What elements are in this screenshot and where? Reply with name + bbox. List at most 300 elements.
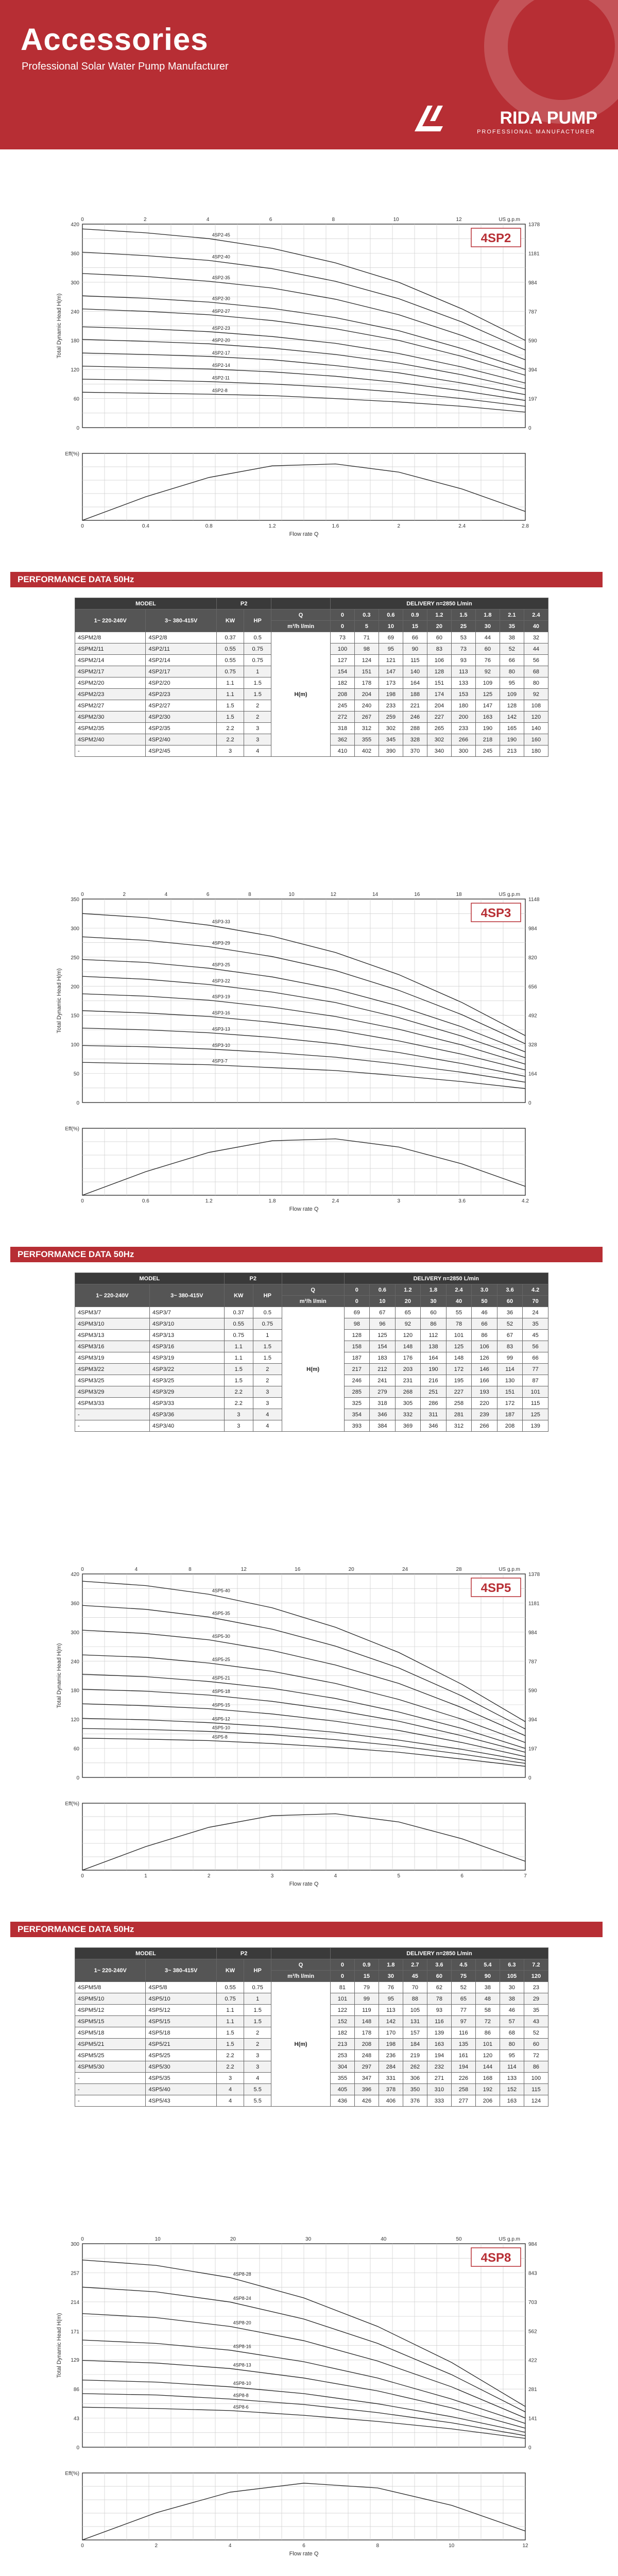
y-tick-label: 257	[71, 2270, 79, 2277]
head-value: 297	[354, 2061, 379, 2073]
top-axis-unit: US g.p.m	[499, 892, 520, 897]
head-value: 384	[370, 1420, 396, 1432]
head-value: 38	[475, 1982, 500, 1993]
head-value: 332	[395, 1409, 421, 1420]
series-label: 4SP5-18	[212, 1689, 230, 1694]
model-header: MODEL	[75, 1948, 217, 1959]
power-hp: 1.5	[244, 689, 271, 700]
series-label: 4SP8-10	[233, 2380, 251, 2386]
head-value: 300	[451, 745, 475, 757]
head-value: 128	[500, 700, 524, 711]
head-value: 62	[427, 1982, 451, 1993]
y2-tick-label: 394	[528, 367, 537, 374]
flow-m3h: 4.5	[451, 1959, 475, 1971]
performance-data-heading: PERFORMANCE DATA 50Hz	[10, 572, 603, 587]
flow-m3h: 2.4	[524, 609, 548, 621]
head-value: 52	[500, 643, 524, 655]
top-tick-label: 12	[330, 892, 336, 897]
head-value: 182	[330, 2027, 354, 2039]
power-kw: 2.2	[216, 723, 244, 734]
head-value: 410	[330, 745, 354, 757]
model-three-phase: 4SP5/18	[146, 2027, 216, 2039]
head-value: 306	[403, 2073, 427, 2084]
power-kw: 0.75	[216, 1993, 244, 2005]
top-tick-label: 12	[456, 217, 462, 223]
y-tick-label: 350	[71, 897, 79, 903]
head-value: 38	[500, 632, 524, 643]
y-tick-label: 0	[76, 1100, 79, 1106]
head-value: 245	[330, 700, 354, 711]
efficiency-label: Eff(%)	[65, 2471, 79, 2477]
head-value: 109	[475, 677, 500, 689]
table-row	[75, 1982, 548, 1993]
top-tick-label: 4	[206, 217, 210, 223]
x-axis-label: Flow rate Q	[289, 1206, 319, 1212]
y-tick-label: 0	[76, 2445, 79, 2451]
x-tick-label: 2.4	[458, 523, 466, 529]
model-single-phase: 4SPM2/35	[75, 723, 146, 734]
head-value: 99	[354, 1993, 379, 2005]
model-tag: 4SP5	[480, 1581, 511, 1595]
head-value: 284	[379, 2061, 403, 2073]
power-kw: 2.2	[216, 2061, 244, 2073]
flow-m3h: 1.5	[451, 609, 475, 621]
head-value: 302	[379, 723, 403, 734]
power-kw: 1.5	[224, 1364, 253, 1375]
flow-m3h: 1.8	[475, 609, 500, 621]
head-value: 76	[475, 655, 500, 666]
head-value: 160	[524, 734, 548, 745]
head-value: 83	[497, 1341, 523, 1352]
head-value: 128	[427, 666, 451, 677]
model-single-phase: -	[75, 1409, 150, 1420]
head-value: 176	[395, 1352, 421, 1364]
x-tick-label: 7	[524, 1873, 527, 1879]
head-value: 35	[524, 2005, 548, 2016]
head-value: 96	[370, 1318, 396, 1330]
flow-lmin: 15	[354, 1971, 379, 1982]
model-three-phase: 4SP5/35	[146, 2073, 216, 2084]
model-single-phase: 4SPM2/14	[75, 655, 146, 666]
head-value: 113	[451, 666, 475, 677]
head-value: 65	[451, 1993, 475, 2005]
power-kw: 0.55	[216, 643, 244, 655]
flow-lmin: 30	[379, 1971, 403, 1982]
model-single-phase: 4SPM2/17	[75, 666, 146, 677]
series-label: 4SP2-40	[212, 254, 230, 260]
head-value: 93	[427, 2005, 451, 2016]
model-header: MODEL	[75, 598, 217, 609]
y2-tick-label: 492	[528, 1013, 537, 1019]
flow-lmin: 35	[500, 621, 524, 632]
head-value: 36	[497, 1307, 523, 1318]
series-label: 4SP2-35	[212, 275, 230, 280]
head-value: 127	[330, 655, 354, 666]
power-hp: 0.75	[244, 655, 271, 666]
flow-lmin: 90	[475, 1971, 500, 1982]
series-label: 4SP2-20	[212, 337, 230, 343]
model-single-phase: -	[75, 1420, 150, 1432]
head-value: 236	[379, 2050, 403, 2061]
model-three-phase: 4SP2/8	[146, 632, 216, 643]
page-subtitle: Professional Solar Water Pump Manufacturer	[22, 61, 229, 72]
model-tag: 4SP2	[480, 231, 511, 245]
model-single-phase: 4SPM5/25	[75, 2050, 146, 2061]
head-value: 101	[330, 1993, 354, 2005]
head-value: 69	[344, 1307, 370, 1318]
head-value: 346	[421, 1420, 447, 1432]
head-value: 378	[379, 2084, 403, 2095]
y-tick-label: 150	[71, 1013, 79, 1019]
p2-header: P2	[224, 1273, 282, 1284]
y2-tick-label: 703	[528, 2299, 537, 2306]
model-single-phase: 4SPM5/30	[75, 2061, 146, 2073]
head-value: 208	[497, 1420, 523, 1432]
y2-tick-label: 164	[528, 1071, 537, 1077]
head-value: 56	[523, 1341, 548, 1352]
y2-tick-label: 281	[528, 2387, 537, 2393]
power-hp: 2	[253, 1364, 282, 1375]
series-label: 4SP8-13	[233, 2362, 251, 2368]
power-kw: 1.5	[216, 711, 244, 723]
flow-lmin: 20	[427, 621, 451, 632]
head-value: 333	[427, 2095, 451, 2107]
flow-lmin: 120	[524, 1971, 548, 1982]
head-value: 119	[354, 2005, 379, 2016]
head-value: 208	[354, 2039, 379, 2050]
head-value: 80	[524, 677, 548, 689]
power-kw: 1.1	[216, 677, 244, 689]
flow-lmin: 5	[354, 621, 379, 632]
head-value: 204	[354, 689, 379, 700]
y-tick-label: 360	[71, 1601, 79, 1607]
head-value: 138	[421, 1341, 447, 1352]
efficiency-label: Eff(%)	[65, 451, 79, 457]
y2-tick-label: 984	[528, 926, 537, 932]
head-value: 345	[379, 734, 403, 745]
head-value: 246	[344, 1375, 370, 1386]
flow-lmin: 10	[379, 621, 403, 632]
model-three-phase: 4SP5/25	[146, 2050, 216, 2061]
flow-lmin: 30	[475, 621, 500, 632]
power-hp: 1.5	[253, 1341, 282, 1352]
model-single-phase: 4SPM5/21	[75, 2039, 146, 2050]
y-tick-label: 171	[71, 2329, 79, 2335]
head-value: 60	[524, 2039, 548, 2050]
model-single-phase: 4SPM5/10	[75, 1993, 146, 2005]
head-value: 52	[451, 1982, 475, 1993]
head-value: 187	[344, 1352, 370, 1364]
head-value: 38	[500, 1993, 524, 2005]
power-hp: 0.5	[253, 1307, 282, 1318]
head-label: H(m)	[271, 632, 331, 757]
head-value: 350	[403, 2084, 427, 2095]
head-value: 216	[421, 1375, 447, 1386]
top-tick-label: 14	[372, 892, 379, 897]
head-value: 77	[523, 1364, 548, 1375]
head-value: 128	[344, 1330, 370, 1341]
power-hp: 5.5	[244, 2084, 271, 2095]
y2-tick-label: 394	[528, 1717, 537, 1723]
y2-tick-label: 984	[528, 2242, 537, 2247]
head-value: 142	[379, 2016, 403, 2027]
y-axis-label: Total Dynamic Head H(m)	[56, 1643, 62, 1708]
power-kw: 2.2	[224, 1386, 253, 1398]
model-three-phase: 4SP3/7	[149, 1307, 224, 1318]
head-value: 265	[427, 723, 451, 734]
head-value: 248	[354, 2050, 379, 2061]
head-value: 95	[500, 677, 524, 689]
top-tick-label: 4	[134, 1567, 138, 1572]
flow-m3h: 0	[330, 1959, 354, 1971]
top-tick-label: 6	[269, 217, 272, 223]
model-three-phase: 4SP3/25	[149, 1375, 224, 1386]
y-tick-label: 180	[71, 338, 79, 344]
head-value: 43	[524, 2016, 548, 2027]
head-value: 233	[451, 723, 475, 734]
head-value: 72	[524, 2050, 548, 2061]
head-value: 48	[475, 1993, 500, 2005]
head-value: 116	[427, 2016, 451, 2027]
power-kw: 0.75	[224, 1330, 253, 1341]
model-single-phase: 4SPM3/19	[75, 1352, 150, 1364]
head-value: 115	[403, 655, 427, 666]
head-value: 106	[472, 1341, 497, 1352]
head-value: 67	[497, 1330, 523, 1341]
power-hp: 2	[244, 2039, 271, 2050]
model-three-phase: 4SP2/11	[146, 643, 216, 655]
flow-lmin: 0	[344, 1296, 370, 1307]
head-value: 190	[421, 1364, 447, 1375]
head-value: 218	[475, 734, 500, 745]
flow-lmin: 40	[524, 621, 548, 632]
power-hp: 1.5	[253, 1352, 282, 1364]
head-value: 277	[451, 2095, 475, 2107]
model-three-phase: 4SP2/30	[146, 711, 216, 723]
power-hp: 0.75	[244, 1982, 271, 1993]
brand-logo-icon	[412, 103, 448, 134]
q-header: Q	[271, 609, 331, 621]
head-value: 147	[379, 666, 403, 677]
series-label: 4SP5-25	[212, 1657, 230, 1663]
model-three-phase: 4SP2/17	[146, 666, 216, 677]
head-value: 92	[395, 1318, 421, 1330]
model-single-phase: 4SPM2/30	[75, 711, 146, 723]
head-value: 194	[427, 2050, 451, 2061]
performance-curve-chart	[52, 2231, 587, 2561]
head-value: 325	[344, 1398, 370, 1409]
head-value: 76	[379, 1982, 403, 1993]
power-kw: 4	[216, 2095, 244, 2107]
head-value: 231	[395, 1375, 421, 1386]
top-tick-label: 10	[288, 892, 295, 897]
power-hp: 3	[244, 723, 271, 734]
power-hp: 4	[244, 2073, 271, 2084]
power-hp: 1	[244, 666, 271, 677]
kw-header: KW	[224, 1284, 253, 1307]
head-value: 58	[475, 2005, 500, 2016]
top-tick-label: 10	[393, 217, 399, 223]
head-value: 331	[379, 2073, 403, 2084]
head-value: 148	[354, 2016, 379, 2027]
head-value: 95	[379, 643, 403, 655]
model-three-phase: 4SP2/45	[146, 745, 216, 757]
model-single-phase: 4SPM2/8	[75, 632, 146, 643]
head-label: H(m)	[271, 1982, 331, 2107]
x-tick-label: 3	[270, 1873, 274, 1879]
head-value: 221	[403, 700, 427, 711]
head-value: 258	[446, 1398, 472, 1409]
model-single-phase: 4SPM2/11	[75, 643, 146, 655]
head-value: 173	[379, 677, 403, 689]
head-value: 87	[523, 1375, 548, 1386]
head-value: 245	[475, 745, 500, 757]
series-label: 4SP3-22	[212, 978, 230, 984]
q-units: m³/h l/min	[271, 621, 331, 632]
y-tick-label: 0	[76, 426, 79, 431]
head-value: 57	[500, 2016, 524, 2027]
top-tick-label: 8	[188, 1567, 192, 1572]
performance-data-heading: PERFORMANCE DATA 50Hz	[10, 1247, 603, 1262]
power-hp: 1.5	[244, 2016, 271, 2027]
model-three-phase: 4SP2/40	[146, 734, 216, 745]
head-value: 279	[370, 1386, 396, 1398]
power-kw: 1.5	[216, 2027, 244, 2039]
model-tag: 4SP8	[480, 2251, 511, 2265]
model-three-phase: 4SP2/35	[146, 723, 216, 734]
model-single-phase: 4SPM3/22	[75, 1364, 150, 1375]
head-value: 109	[500, 689, 524, 700]
performance-table	[75, 1273, 548, 1432]
top-tick-label: 20	[230, 2236, 236, 2242]
head-value: 288	[403, 723, 427, 734]
head-value: 55	[446, 1307, 472, 1318]
head-value: 124	[354, 655, 379, 666]
top-tick-label: 0	[81, 892, 84, 897]
model-three-phase: 4SP3/29	[149, 1386, 224, 1398]
head-value: 168	[475, 2073, 500, 2084]
head-value: 178	[354, 677, 379, 689]
series-label: 4SP8-6	[233, 2404, 249, 2410]
head-value: 208	[330, 689, 354, 700]
y2-tick-label: 1181	[528, 251, 540, 257]
power-hp: 2	[244, 2027, 271, 2039]
head-value: 122	[330, 2005, 354, 2016]
head-value: 92	[524, 689, 548, 700]
top-tick-label: 6	[206, 892, 210, 897]
head-value: 163	[427, 2039, 451, 2050]
head-value: 69	[379, 632, 403, 643]
model-three-phase: 4SP5/21	[146, 2039, 216, 2050]
head-value: 68	[500, 2027, 524, 2039]
head-value: 164	[403, 677, 427, 689]
head-value: 66	[472, 1318, 497, 1330]
top-tick-label: 28	[456, 1567, 462, 1572]
head-value: 139	[427, 2027, 451, 2039]
model-single-phase: 4SPM2/27	[75, 700, 146, 711]
power-kw: 1.1	[216, 2016, 244, 2027]
top-tick-label: 24	[402, 1567, 408, 1572]
flow-lmin: 0	[330, 621, 354, 632]
x-tick-label: 4.2	[522, 1198, 529, 1204]
y-tick-label: 250	[71, 955, 79, 961]
power-kw: 1.5	[224, 1375, 253, 1386]
y2-tick-label: 197	[528, 1746, 537, 1752]
series-label: 4SP5-12	[212, 1716, 230, 1722]
x-tick-label: 0.4	[142, 523, 149, 529]
model-three-phase: 4SP2/20	[146, 677, 216, 689]
single-phase-header: 1~ 220-240V	[75, 1284, 150, 1307]
power-hp: 2	[244, 711, 271, 723]
flow-lmin: 30	[421, 1296, 447, 1307]
top-tick-label: 12	[241, 1567, 247, 1572]
y2-tick-label: 0	[528, 1775, 531, 1781]
head-value: 172	[446, 1364, 472, 1375]
head-value: 312	[446, 1420, 472, 1432]
head-value: 151	[354, 666, 379, 677]
head-value: 71	[354, 632, 379, 643]
series-label: 4SP8-20	[233, 2320, 251, 2326]
flow-m3h: 0.9	[403, 609, 427, 621]
head-value: 24	[523, 1307, 548, 1318]
flow-m3h: 3.6	[497, 1284, 523, 1296]
series-label: 4SP5-15	[212, 1702, 230, 1708]
x-tick-label: 1	[144, 1873, 147, 1879]
head-value: 436	[330, 2095, 354, 2107]
x-tick-label: 8	[376, 2543, 380, 2549]
power-hp: 2	[244, 700, 271, 711]
y2-tick-label: 787	[528, 1659, 537, 1665]
model-single-phase: 4SPM5/8	[75, 1982, 146, 1993]
three-phase-header: 3~ 380-415V	[146, 609, 216, 632]
head-value: 120	[524, 711, 548, 723]
head-value: 125	[523, 1409, 548, 1420]
x-tick-label: 2.4	[332, 1198, 339, 1204]
series-label: 4SP3-7	[212, 1058, 228, 1064]
top-axis-unit: US g.p.m	[499, 217, 520, 223]
head-value: 73	[451, 643, 475, 655]
top-tick-label: 4	[164, 892, 168, 897]
head-value: 56	[524, 655, 548, 666]
series-label: 4SP2-23	[212, 325, 230, 331]
three-phase-header: 3~ 380-415V	[146, 1959, 216, 1982]
model-three-phase: 4SP3/16	[149, 1341, 224, 1352]
y2-tick-label: 197	[528, 396, 537, 402]
y-tick-label: 300	[71, 1630, 79, 1636]
head-value: 302	[427, 734, 451, 745]
series-label: 4SP2-8	[212, 388, 228, 394]
head-value: 73	[330, 632, 354, 643]
head-value: 66	[523, 1352, 548, 1364]
head-value: 158	[344, 1341, 370, 1352]
head-value: 154	[330, 666, 354, 677]
x-tick-label: 0	[81, 1198, 84, 1204]
y-tick-label: 420	[71, 1572, 79, 1578]
head-value: 112	[421, 1330, 447, 1341]
series-label: 4SP3-13	[212, 1026, 230, 1032]
head-value: 286	[421, 1398, 447, 1409]
power-kw: 1.5	[216, 700, 244, 711]
head-value: 346	[370, 1409, 396, 1420]
head-label: H(m)	[282, 1307, 344, 1432]
head-value: 206	[475, 2095, 500, 2107]
head-value: 266	[451, 734, 475, 745]
head-value: 29	[524, 1993, 548, 2005]
head-value: 232	[427, 2061, 451, 2073]
top-tick-label: 0	[81, 1567, 84, 1572]
head-value: 227	[446, 1386, 472, 1398]
table-row	[75, 1307, 548, 1318]
